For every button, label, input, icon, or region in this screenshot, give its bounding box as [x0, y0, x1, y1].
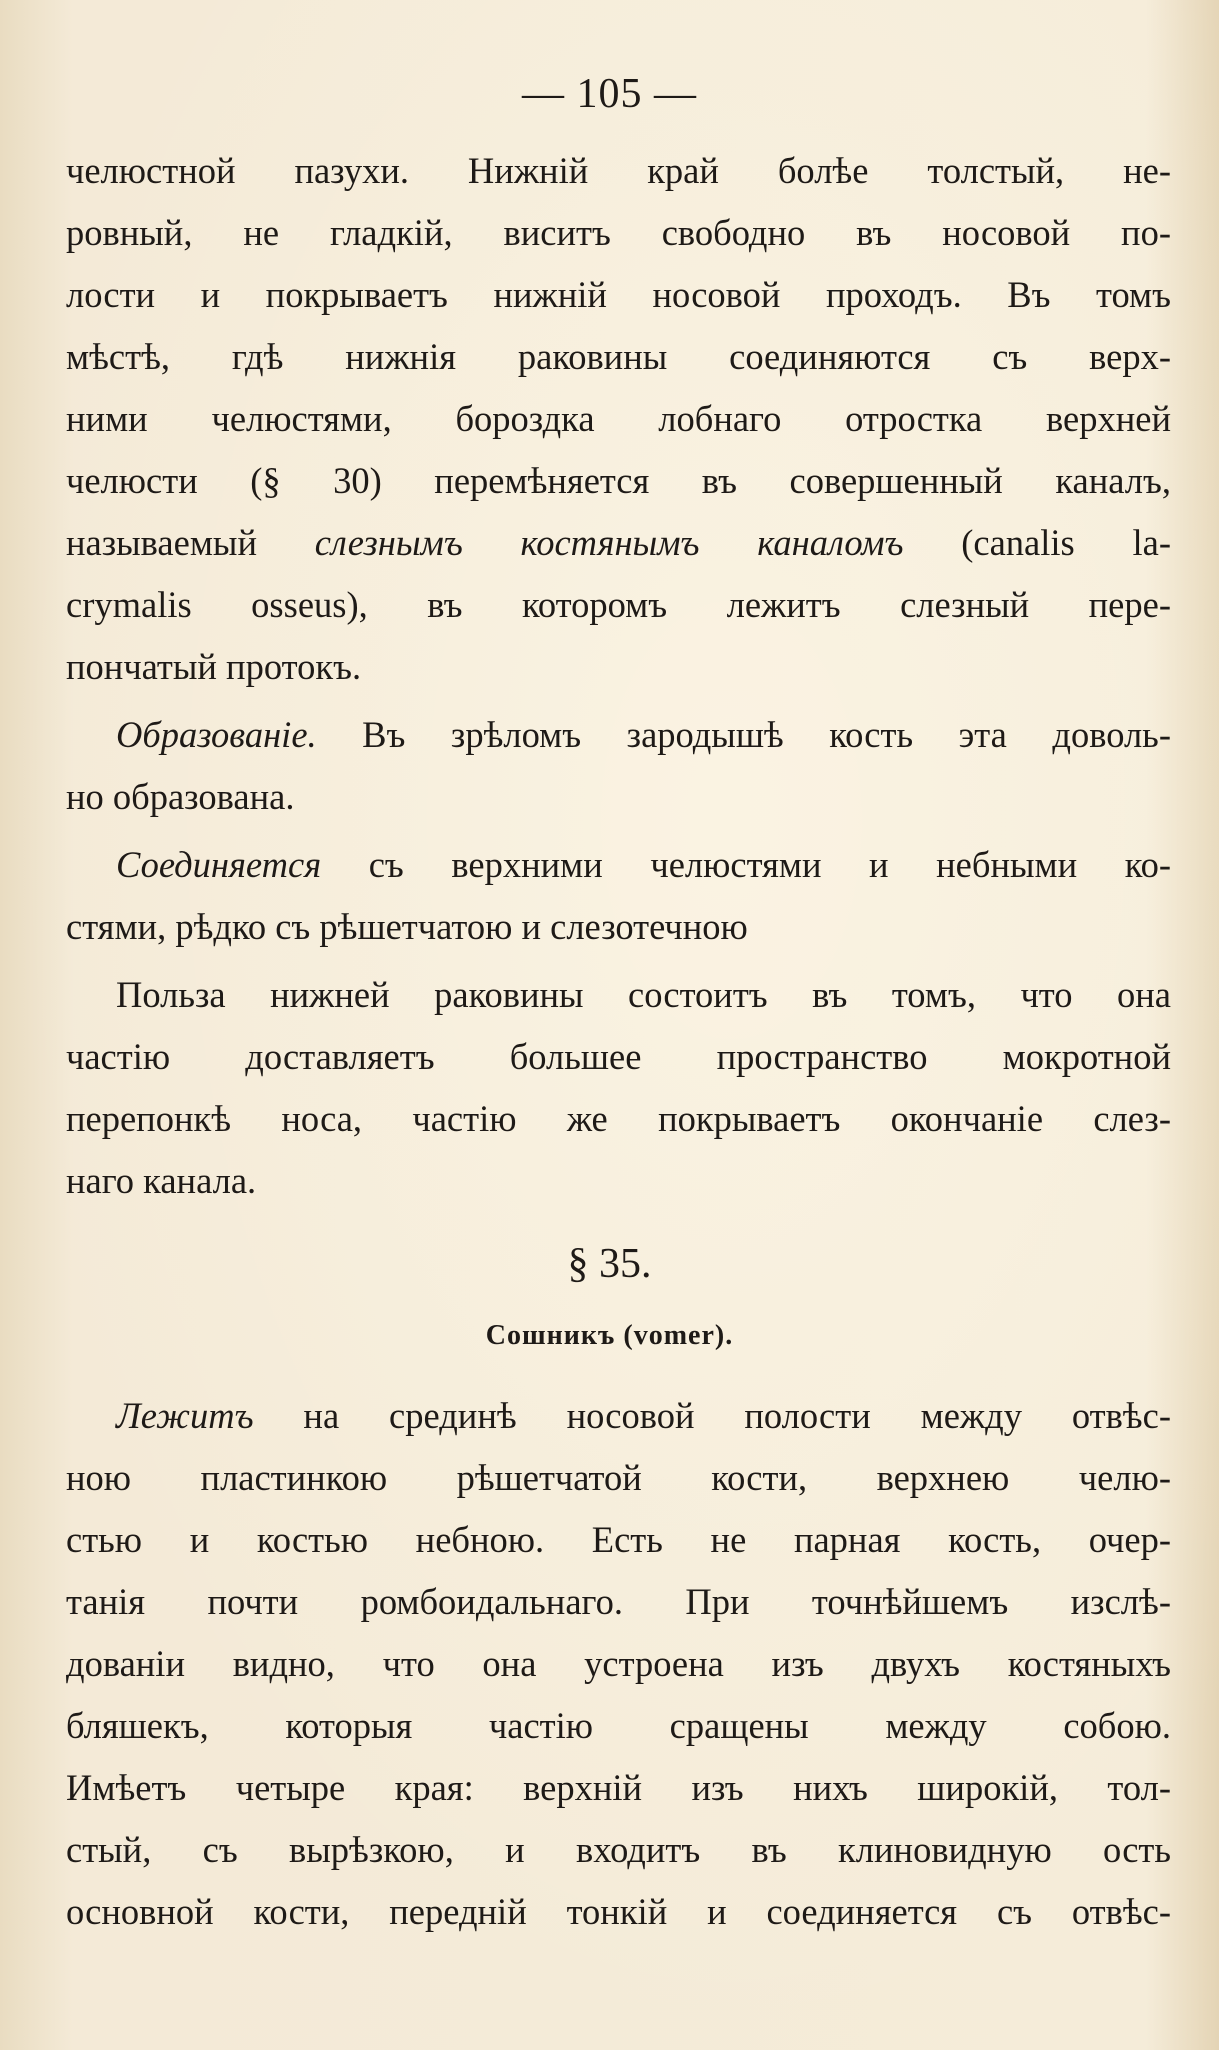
italic-term: Лежитъ: [116, 1395, 254, 1436]
text-line: [66, 704, 1171, 766]
text-line: ними челюстями, бороздка лобнаго отростка верхней: [66, 398, 1171, 439]
page-number: — 105 —: [522, 71, 697, 117]
text-line: перепонкѣ носа, частію же покрываетъ окончаніе слез-: [66, 1098, 1171, 1139]
text-line: танія почти ромбоидальнаго. При точнѣйшемъ изслѣ-: [66, 1581, 1171, 1622]
text-segment: (canalis la-: [903, 522, 1171, 563]
text-line: crymalis osseus), въ которомъ лежитъ слезный пере-: [66, 584, 1171, 625]
text-line: пончатый протокъ.: [66, 646, 362, 687]
text-line: стый, съ вырѣзкою, и входитъ въ клиновидную ость: [66, 1829, 1171, 1870]
section-number: § 35.: [567, 1241, 652, 1287]
text-line: Имѣетъ четыре края: верхній изъ нихъ широкій, тол-: [66, 1767, 1171, 1808]
text-segment: на срединѣ носовой полости между отвѣс-: [253, 1395, 1171, 1436]
text-line: наго канала.: [66, 1160, 257, 1201]
text-line: челюстной пазухи. Нижній край болѣе толстый, не-: [66, 150, 1171, 191]
paragraph-nasal-concha-description: [66, 140, 1171, 1212]
section-title: Сошникъ (vomer).: [485, 1320, 734, 1351]
text-line: челюсти (§ 30) перемѣняется въ совершенный каналъ,: [66, 460, 1171, 501]
text-line: [66, 834, 1171, 896]
text-line: бляшекъ, которыя частію сращены между собою.: [66, 1705, 1171, 1746]
italic-term: Образованіе.: [116, 714, 317, 755]
text-line: основной кости, передній тонкій и соединяется съ отвѣс-: [66, 1891, 1171, 1932]
text-line: стями, рѣдко съ рѣшетчатою и слезотечною: [66, 906, 748, 947]
text-segment: Въ зрѣломъ зародышѣ кость эта доволь-: [316, 714, 1171, 755]
text-line: стью и костью небною. Есть не парная кость, очер-: [66, 1519, 1171, 1560]
italic-term: слезнымъ костянымъ каналомъ: [314, 522, 904, 563]
text-segment: называемый: [66, 522, 315, 563]
text-line: [66, 512, 1171, 574]
text-segment: съ верхними челюстями и небными ко-: [321, 844, 1171, 885]
text-line: ною пластинкою рѣшетчатой кости, верхнею челю-: [66, 1457, 1171, 1498]
text-line: Польза нижней раковины состоитъ въ томъ, что она: [116, 974, 1171, 1015]
text-line: мѣстѣ, гдѣ нижнія раковины соединяются съ верх-: [66, 336, 1171, 377]
text-line: ровный, не гладкій, виситъ свободно въ носовой по-: [66, 212, 1171, 253]
italic-term: Соединяется: [116, 844, 322, 885]
text-line: но образована.: [66, 776, 295, 817]
text-line: дованіи видно, что она устроена изъ двухъ костяныхъ: [66, 1643, 1171, 1684]
text-line: лости и покрываетъ нижній носовой проходъ. Въ томъ: [66, 274, 1171, 315]
text-line: частію доставляетъ большее пространство мокротной: [66, 1036, 1171, 1077]
text-line: [66, 1385, 1171, 1447]
paragraph-vomer-description: [66, 1385, 1171, 1943]
